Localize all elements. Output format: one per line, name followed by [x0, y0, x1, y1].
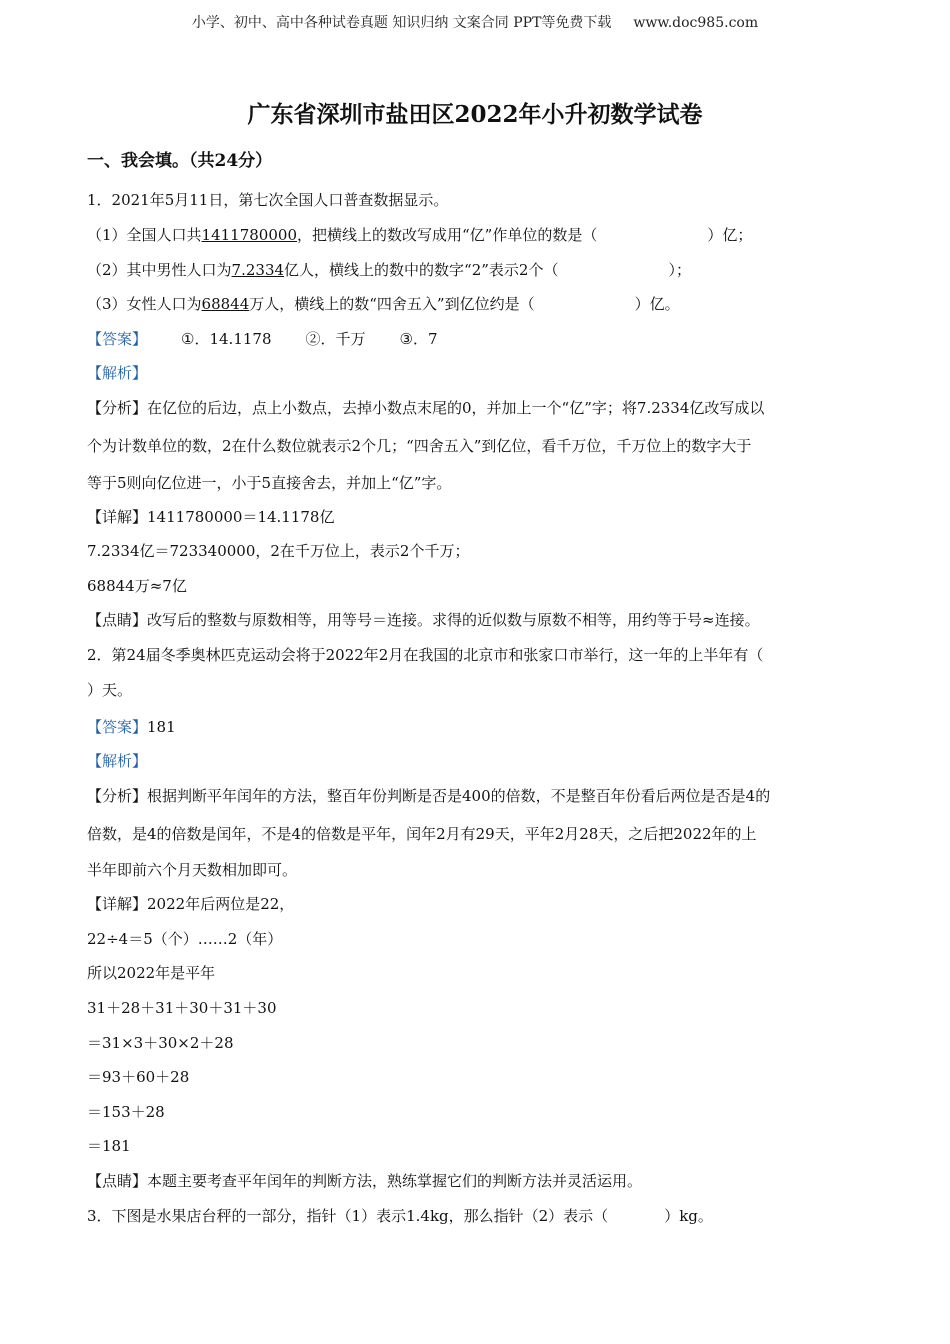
- q2-detail-line: ＝31×3＋30×2＋28: [87, 1034, 234, 1052]
- q2-analysis-line: 倍数，是4的倍数是闰年，不是4的倍数是平年，闰年2月有29天，平年2月28天，之后把2022年的上: [87, 825, 757, 843]
- q1-detail-line: 【详解】1411780000＝14.1178亿: [87, 508, 335, 526]
- q1-stem: 1．2021年5月11日，第七次全国人口普查数据显示。: [87, 191, 449, 209]
- q3-stem: 3．下图是水果店台秤的一部分，指针（1）表示1.4kg，那么指针（2）表示（ ）kg。: [87, 1207, 713, 1225]
- q1-analysis-line: 个为计数单位的数，2在什么数位就表示2个几；“四舍五入”到亿位，看千万位，千万位上的数字大于: [87, 437, 752, 455]
- q2-analysis-line: 【分析】根据判断平年闰年的方法，整百年份判断是否是400的倍数，不是整百年份看后两位是否是4的: [87, 787, 771, 805]
- q1-part2: （2）其中男性人口为7.2334亿人，横线上的数中的数字“2”表示2个（ ）；: [87, 261, 691, 279]
- q1-point: 【点睛】改写后的整数与原数相等，用等号＝连接。求得的近似数与原数不相等，用约等于号≈连接。: [87, 611, 760, 629]
- q1-part3: （3）女性人口为68844万人，横线上的数“四舍五入”到亿位约是（ ）亿。: [87, 295, 680, 313]
- q1-part1: （1）全国人口共1411780000，把横线上的数改写成用“亿”作单位的数是（ ）亿；: [87, 226, 753, 244]
- answer-tag: 【答案】: [87, 718, 148, 736]
- q2-detail-line: ＝181: [87, 1137, 131, 1155]
- paper-title: 广东省深圳市盐田区2022年小升初数学试卷: [247, 101, 703, 128]
- q1-detail-line: 7.2334亿＝723340000，2在千万位上，表示2个千万；: [87, 542, 470, 560]
- q2-point: 【点睛】本题主要考查平年闰年的判断方法，熟练掌握它们的判断方法并灵活运用。: [87, 1172, 643, 1190]
- q2-detail-line: ＝153＋28: [87, 1103, 165, 1121]
- q2-stem: 2．第24届冬季奥林匹克运动会将于2022年2月在我国的北京市和张家口市举行，这一年的上半年有（: [87, 646, 764, 664]
- page-header: [0, 12, 950, 32]
- header-site: www.doc985.com: [633, 15, 759, 31]
- q2-detail-line: 31＋28＋31＋30＋31＋30: [87, 999, 277, 1017]
- answer-tag: 【答案】: [87, 330, 148, 348]
- q1-analysis-line: 【分析】在亿位的后边，点上小数点，去掉小数点末尾的0，并加上一个“亿”字；将7.2334亿改写成以: [87, 399, 765, 417]
- q1-answer: 【答案】 ①．14.1178 ②．千万 ③．7: [87, 330, 438, 348]
- header-text: 小学、初中、高中各种试卷真题 知识归纳 文案合同 PPT等免费下载: [191, 15, 612, 31]
- q2-jiexi-tag: 【解析】: [87, 752, 148, 770]
- underlined-number: 7.2334: [231, 261, 285, 279]
- q2-stem: ）天。: [87, 681, 133, 699]
- q2-answer: 【答案】181: [87, 718, 176, 736]
- q2-analysis-line: 半年即前六个月天数相加即可。: [87, 861, 298, 879]
- q2-detail-line: 22÷4＝5（个）……2（年）: [87, 930, 283, 948]
- section-heading: 一、我会填。（共24分）: [87, 151, 273, 171]
- underlined-number: 68844: [201, 295, 250, 313]
- q1-detail-line: 68844万≈7亿: [87, 577, 187, 595]
- q2-detail-line: 【详解】2022年后两位是22，: [87, 895, 295, 913]
- q2-detail-line: 所以2022年是平年: [87, 964, 216, 982]
- q2-detail-line: ＝93＋60＋28: [87, 1068, 190, 1086]
- underlined-number: 1411780000: [201, 226, 297, 244]
- q1-analysis-line: 等于5则向亿位进一，小于5直接舍去，并加上“亿”字。: [87, 474, 452, 492]
- q1-jiexi-tag: 【解析】: [87, 364, 148, 382]
